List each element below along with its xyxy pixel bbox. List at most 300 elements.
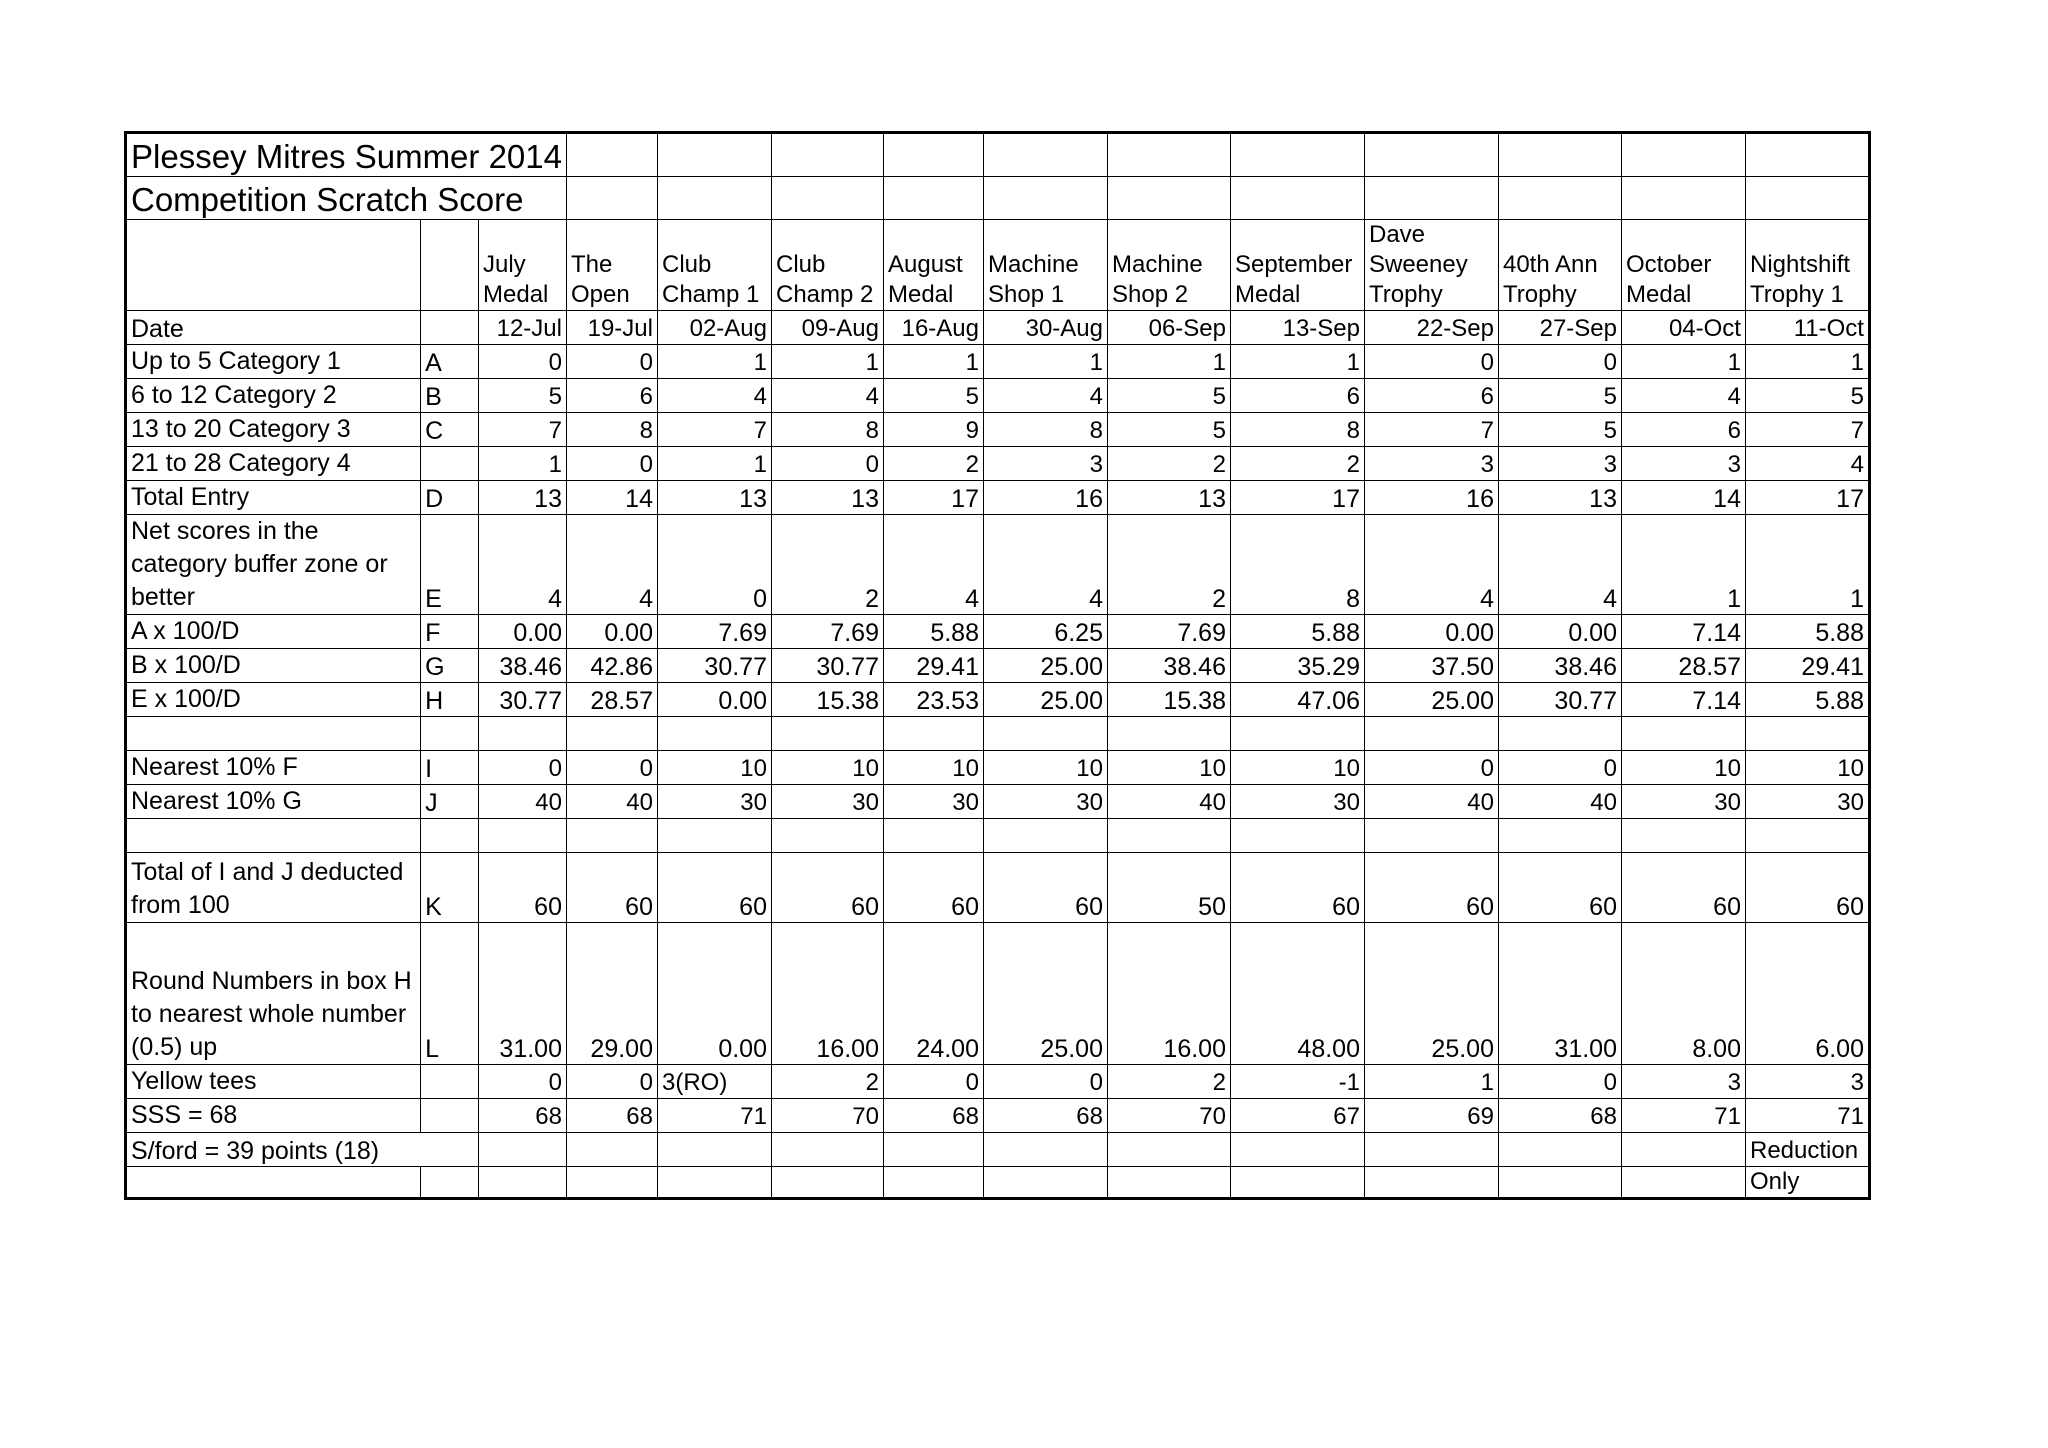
- row-label: E x 100/D: [126, 683, 421, 717]
- row-code: L: [421, 923, 479, 1065]
- value-cell: [1230, 717, 1364, 751]
- date-cell: 22-Sep: [1364, 311, 1498, 345]
- row-label: Total of I and J deducted from 100: [126, 853, 421, 923]
- value-cell: 60: [883, 853, 983, 923]
- date-cell: 27-Sep: [1498, 311, 1621, 345]
- value-cell: 3: [1498, 447, 1621, 481]
- value-cell: 3: [1364, 447, 1498, 481]
- row-label: Round Numbers in box H to nearest whole number (0.5) up: [126, 923, 421, 1065]
- value-cell: 0: [1364, 345, 1498, 379]
- value-cell: 1: [657, 345, 771, 379]
- value-cell: 68: [883, 1099, 983, 1133]
- value-cell: 30.77: [1498, 683, 1621, 717]
- value-cell: [1107, 717, 1230, 751]
- value-cell: 40: [1364, 785, 1498, 819]
- value-cell: 4: [883, 515, 983, 615]
- value-cell: 2: [1107, 515, 1230, 615]
- value-cell: 4: [983, 379, 1107, 413]
- empty-cell: [479, 1133, 567, 1167]
- empty-cell: [1621, 177, 1745, 220]
- row-code: J: [421, 785, 479, 819]
- value-cell: 30: [1621, 785, 1745, 819]
- competition-header: [1745, 220, 1869, 311]
- empty-cell: [1621, 133, 1745, 177]
- value-cell: 5: [1498, 413, 1621, 447]
- competition-name-line: Open: [570, 281, 630, 308]
- value-cell: 5: [1107, 379, 1230, 413]
- value-cell: 0.00: [566, 615, 657, 649]
- value-cell: 1: [1621, 345, 1745, 379]
- value-cell: 0: [566, 1065, 657, 1099]
- value-cell: 60: [771, 853, 883, 923]
- value-cell: 13: [479, 481, 567, 515]
- value-cell: 60: [1745, 853, 1869, 923]
- value-cell: 7.14: [1621, 615, 1745, 649]
- value-cell: 1: [883, 345, 983, 379]
- value-cell: [771, 819, 883, 853]
- value-cell: [1364, 717, 1498, 751]
- competition-name-line: Sweeney: [1368, 251, 1468, 278]
- value-cell: 4: [1621, 379, 1745, 413]
- value-cell: 4: [1364, 515, 1498, 615]
- value-cell: 71: [1621, 1099, 1745, 1133]
- value-cell: 38.46: [1498, 649, 1621, 683]
- value-cell: 16.00: [771, 923, 883, 1065]
- competition-name-line: Medal: [1234, 281, 1301, 308]
- empty-cell: [1621, 1133, 1745, 1167]
- value-cell: [1621, 819, 1745, 853]
- value-cell: 71: [1745, 1099, 1869, 1133]
- value-cell: 15.38: [771, 683, 883, 717]
- value-cell: 0: [479, 345, 567, 379]
- value-cell: 30: [657, 785, 771, 819]
- value-cell: [883, 717, 983, 751]
- value-cell: 28.57: [1621, 649, 1745, 683]
- value-cell: 60: [657, 853, 771, 923]
- empty-cell: [1107, 133, 1230, 177]
- empty-cell: [479, 1167, 567, 1199]
- empty-cell: [1745, 133, 1869, 177]
- empty-cell: [1498, 177, 1621, 220]
- value-cell: 40: [1498, 785, 1621, 819]
- value-cell: 4: [657, 379, 771, 413]
- competition-name-line: Medal: [1625, 281, 1692, 308]
- value-cell: 7: [657, 413, 771, 447]
- value-cell: 0: [566, 447, 657, 481]
- value-cell: 69: [1364, 1099, 1498, 1133]
- value-cell: [1498, 717, 1621, 751]
- value-cell: 1: [479, 447, 567, 481]
- value-cell: 29.41: [883, 649, 983, 683]
- value-cell: 6: [1364, 379, 1498, 413]
- value-cell: 24.00: [883, 923, 983, 1065]
- empty-cell: [1230, 133, 1364, 177]
- value-cell: 0: [983, 1065, 1107, 1099]
- date-cell: 02-Aug: [657, 311, 771, 345]
- competition-name-line: Medal: [887, 281, 954, 308]
- empty-cell: [1364, 177, 1498, 220]
- value-cell: 35.29: [1230, 649, 1364, 683]
- empty-cell: [771, 177, 883, 220]
- value-cell: 3: [1621, 447, 1745, 481]
- value-cell: 40: [479, 785, 567, 819]
- value-cell: 15.38: [1107, 683, 1230, 717]
- value-cell: 10: [1107, 751, 1230, 785]
- scratch-score-table: [124, 131, 1871, 1200]
- row-label: B x 100/D: [126, 649, 421, 683]
- value-cell: 1: [983, 345, 1107, 379]
- value-cell: 6: [566, 379, 657, 413]
- empty-cell: [1107, 177, 1230, 220]
- value-cell: 30: [1230, 785, 1364, 819]
- value-cell: 10: [883, 751, 983, 785]
- value-cell: [1621, 717, 1745, 751]
- value-cell: 60: [1364, 853, 1498, 923]
- value-cell: 29.41: [1745, 649, 1869, 683]
- competition-header: [1621, 220, 1745, 311]
- competition-name-line: Machine: [987, 251, 1079, 278]
- value-cell: 60: [1621, 853, 1745, 923]
- value-cell: 5: [883, 379, 983, 413]
- footer-note: Reduction: [1745, 1133, 1869, 1167]
- value-cell: 31.00: [479, 923, 567, 1065]
- row-code: G: [421, 649, 479, 683]
- empty-cell: [883, 1167, 983, 1199]
- competition-name-line: 40th Ann: [1502, 251, 1598, 278]
- value-cell: 68: [566, 1099, 657, 1133]
- competition-name-line: Trophy 1: [1749, 281, 1844, 308]
- value-cell: 7.69: [657, 615, 771, 649]
- value-cell: 38.46: [1107, 649, 1230, 683]
- empty-cell: [883, 133, 983, 177]
- row-label: [126, 819, 421, 853]
- value-cell: [566, 819, 657, 853]
- value-cell: [566, 717, 657, 751]
- row-code: I: [421, 751, 479, 785]
- row-label: Net scores in the category buffer zone or better: [126, 515, 421, 615]
- value-cell: 0: [566, 751, 657, 785]
- row-label: Total Entry: [126, 481, 421, 515]
- empty-cell: [566, 1133, 657, 1167]
- value-cell: 25.00: [983, 683, 1107, 717]
- competition-name-line: The: [570, 251, 613, 278]
- competition-name-line: July: [483, 251, 526, 278]
- value-cell: 5: [1498, 379, 1621, 413]
- value-cell: [1107, 819, 1230, 853]
- competition-header: [479, 220, 567, 311]
- value-cell: 29.00: [566, 923, 657, 1065]
- value-cell: 13: [771, 481, 883, 515]
- row-code: [421, 717, 479, 751]
- competition-header: [883, 220, 983, 311]
- competition-name-line: Champ 1: [661, 281, 760, 308]
- footer-label: S/ford = 39 points (18): [126, 1133, 479, 1167]
- value-cell: 30: [883, 785, 983, 819]
- value-cell: 0.00: [1364, 615, 1498, 649]
- value-cell: 60: [983, 853, 1107, 923]
- date-cell: 04-Oct: [1621, 311, 1745, 345]
- value-cell: 14: [1621, 481, 1745, 515]
- value-cell: 25.00: [983, 649, 1107, 683]
- row-label: Up to 5 Category 1: [126, 345, 421, 379]
- row-label: 6 to 12 Category 2: [126, 379, 421, 413]
- value-cell: 3: [1745, 1065, 1869, 1099]
- row-code: C: [421, 413, 479, 447]
- row-code: E: [421, 515, 479, 615]
- value-cell: 70: [1107, 1099, 1230, 1133]
- value-cell: 5.88: [1745, 615, 1869, 649]
- date-cell: 16-Aug: [883, 311, 983, 345]
- value-cell: 31.00: [1498, 923, 1621, 1065]
- value-cell: 13: [1107, 481, 1230, 515]
- competition-name-line: Club: [661, 251, 712, 278]
- value-cell: 60: [1230, 853, 1364, 923]
- value-cell: 1: [657, 447, 771, 481]
- value-cell: 40: [1107, 785, 1230, 819]
- empty-cell: [657, 177, 771, 220]
- competition-name-line: August: [887, 251, 963, 278]
- empty-cell: [1498, 1167, 1621, 1199]
- value-cell: 2: [1107, 1065, 1230, 1099]
- empty-cell: [657, 1167, 771, 1199]
- empty-cell: [1498, 1133, 1621, 1167]
- value-cell: 0: [1498, 1065, 1621, 1099]
- competition-header: [1107, 220, 1230, 311]
- value-cell: 4: [1745, 447, 1869, 481]
- empty-cell: [883, 1133, 983, 1167]
- value-cell: 2: [771, 1065, 883, 1099]
- value-cell: 1: [1230, 345, 1364, 379]
- row-label: Nearest 10% G: [126, 785, 421, 819]
- value-cell: 0: [883, 1065, 983, 1099]
- value-cell: 68: [1498, 1099, 1621, 1133]
- row-code: B: [421, 379, 479, 413]
- value-cell: 1: [1745, 515, 1869, 615]
- date-cell: 06-Sep: [1107, 311, 1230, 345]
- sheet-subtitle: Competition Scratch Score: [126, 177, 567, 220]
- date-cell: 30-Aug: [983, 311, 1107, 345]
- empty-cell: [1364, 1133, 1498, 1167]
- value-cell: 71: [657, 1099, 771, 1133]
- value-cell: 60: [566, 853, 657, 923]
- empty-cell: [657, 133, 771, 177]
- value-cell: 0: [657, 515, 771, 615]
- value-cell: 42.86: [566, 649, 657, 683]
- row-label: Nearest 10% F: [126, 751, 421, 785]
- value-cell: [1745, 819, 1869, 853]
- value-cell: 6: [1230, 379, 1364, 413]
- value-cell: 5: [479, 379, 567, 413]
- value-cell: 7: [1364, 413, 1498, 447]
- row-label: 21 to 28 Category 4: [126, 447, 421, 481]
- empty-cell: [421, 220, 479, 311]
- value-cell: 5: [1745, 379, 1869, 413]
- value-cell: 2: [1230, 447, 1364, 481]
- competition-name-line: Nightshift: [1749, 251, 1851, 278]
- row-code: A: [421, 345, 479, 379]
- empty-cell: [657, 1133, 771, 1167]
- value-cell: 1: [771, 345, 883, 379]
- row-code: H: [421, 683, 479, 717]
- value-cell: 25.00: [983, 923, 1107, 1065]
- value-cell: 25.00: [1364, 683, 1498, 717]
- value-cell: 6: [1621, 413, 1745, 447]
- value-cell: 16: [1364, 481, 1498, 515]
- value-cell: 5: [1107, 413, 1230, 447]
- row-code: F: [421, 615, 479, 649]
- value-cell: 4: [566, 515, 657, 615]
- value-cell: 8.00: [1621, 923, 1745, 1065]
- value-cell: 13: [1498, 481, 1621, 515]
- value-cell: 37.50: [1364, 649, 1498, 683]
- competition-header: [771, 220, 883, 311]
- empty-cell: [983, 133, 1107, 177]
- footer-note: Only: [1745, 1167, 1869, 1199]
- value-cell: 4: [771, 379, 883, 413]
- value-cell: 8: [983, 413, 1107, 447]
- value-cell: [1745, 717, 1869, 751]
- empty-cell: [983, 177, 1107, 220]
- competition-name-line: Shop 2: [1111, 281, 1189, 308]
- value-cell: 67: [1230, 1099, 1364, 1133]
- row-code: D: [421, 481, 479, 515]
- value-cell: 10: [1230, 751, 1364, 785]
- value-cell: 5.88: [883, 615, 983, 649]
- value-cell: 1: [1621, 515, 1745, 615]
- row-label: 13 to 20 Category 3: [126, 413, 421, 447]
- value-cell: [771, 717, 883, 751]
- empty-cell: [771, 1167, 883, 1199]
- competition-name-line: Machine: [1111, 251, 1203, 278]
- value-cell: 16.00: [1107, 923, 1230, 1065]
- empty-cell: [421, 1167, 479, 1199]
- value-cell: 30.77: [657, 649, 771, 683]
- row-code: K: [421, 853, 479, 923]
- value-cell: 0.00: [657, 683, 771, 717]
- value-cell: 7.14: [1621, 683, 1745, 717]
- value-cell: [657, 717, 771, 751]
- value-cell: 6.00: [1745, 923, 1869, 1065]
- value-cell: [883, 819, 983, 853]
- row-code: [421, 819, 479, 853]
- value-cell: 0: [479, 1065, 567, 1099]
- value-cell: 30.77: [479, 683, 567, 717]
- value-cell: 0: [771, 447, 883, 481]
- value-cell: 8: [1230, 515, 1364, 615]
- empty-cell: [1230, 177, 1364, 220]
- value-cell: 0.00: [479, 615, 567, 649]
- value-cell: 1: [1745, 345, 1869, 379]
- competition-header: [657, 220, 771, 311]
- row-code: [421, 1099, 479, 1133]
- value-cell: [1364, 819, 1498, 853]
- date-label: Date: [126, 311, 421, 345]
- value-cell: 30: [1745, 785, 1869, 819]
- value-cell: 47.06: [1230, 683, 1364, 717]
- value-cell: 28.57: [566, 683, 657, 717]
- competition-name-line: Champ 2: [775, 281, 874, 308]
- value-cell: 40: [566, 785, 657, 819]
- empty-cell: [771, 133, 883, 177]
- value-cell: 3: [1621, 1065, 1745, 1099]
- empty-cell: [983, 1133, 1107, 1167]
- value-cell: 3: [983, 447, 1107, 481]
- value-cell: 10: [657, 751, 771, 785]
- empty-cell: [771, 1133, 883, 1167]
- value-cell: 4: [479, 515, 567, 615]
- row-label: Yellow tees: [126, 1065, 421, 1099]
- value-cell: 7: [1745, 413, 1869, 447]
- value-cell: 2: [771, 515, 883, 615]
- value-cell: 60: [1498, 853, 1621, 923]
- competition-header: [566, 220, 657, 311]
- sheet-title: Plessey Mitres Summer 2014: [126, 133, 567, 177]
- empty-cell: [1107, 1133, 1230, 1167]
- value-cell: 30: [771, 785, 883, 819]
- value-cell: 8: [771, 413, 883, 447]
- row-label: A x 100/D: [126, 615, 421, 649]
- value-cell: 10: [1621, 751, 1745, 785]
- row-label: [126, 717, 421, 751]
- date-cell: 12-Jul: [479, 311, 567, 345]
- value-cell: 2: [883, 447, 983, 481]
- value-cell: 8: [1230, 413, 1364, 447]
- value-cell: 0: [566, 345, 657, 379]
- empty-cell: [566, 177, 657, 220]
- row-code: [421, 447, 479, 481]
- date-cell: 19-Jul: [566, 311, 657, 345]
- value-cell: 13: [657, 481, 771, 515]
- value-cell: 0: [1498, 751, 1621, 785]
- competition-name-line: Club: [775, 251, 826, 278]
- value-cell: 60: [479, 853, 567, 923]
- value-cell: [1230, 819, 1364, 853]
- empty-cell: [1107, 1167, 1230, 1199]
- value-cell: 17: [883, 481, 983, 515]
- competition-name-line: September: [1234, 251, 1353, 278]
- value-cell: 1: [1107, 345, 1230, 379]
- value-cell: 0.00: [1498, 615, 1621, 649]
- empty-cell: [1745, 177, 1869, 220]
- value-cell: 17: [1230, 481, 1364, 515]
- empty-cell: [421, 311, 479, 345]
- competition-header: [1364, 220, 1498, 311]
- empty-cell: [1364, 133, 1498, 177]
- empty-cell: [126, 220, 421, 311]
- value-cell: [983, 717, 1107, 751]
- competition-name-line: Trophy: [1502, 281, 1577, 308]
- value-cell: 7.69: [1107, 615, 1230, 649]
- value-cell: 3(RO): [657, 1065, 771, 1099]
- value-cell: [983, 819, 1107, 853]
- competition-name-line: Shop 1: [987, 281, 1065, 308]
- value-cell: 0: [1498, 345, 1621, 379]
- value-cell: 4: [983, 515, 1107, 615]
- value-cell: 0: [1364, 751, 1498, 785]
- date-cell: 09-Aug: [771, 311, 883, 345]
- empty-cell: [1498, 133, 1621, 177]
- value-cell: 0.00: [657, 923, 771, 1065]
- empty-cell: [883, 177, 983, 220]
- value-cell: 23.53: [883, 683, 983, 717]
- value-cell: 38.46: [479, 649, 567, 683]
- competition-header: [1498, 220, 1621, 311]
- value-cell: -1: [1230, 1065, 1364, 1099]
- competition-header: [983, 220, 1107, 311]
- value-cell: [479, 717, 567, 751]
- date-cell: 13-Sep: [1230, 311, 1364, 345]
- value-cell: 50: [1107, 853, 1230, 923]
